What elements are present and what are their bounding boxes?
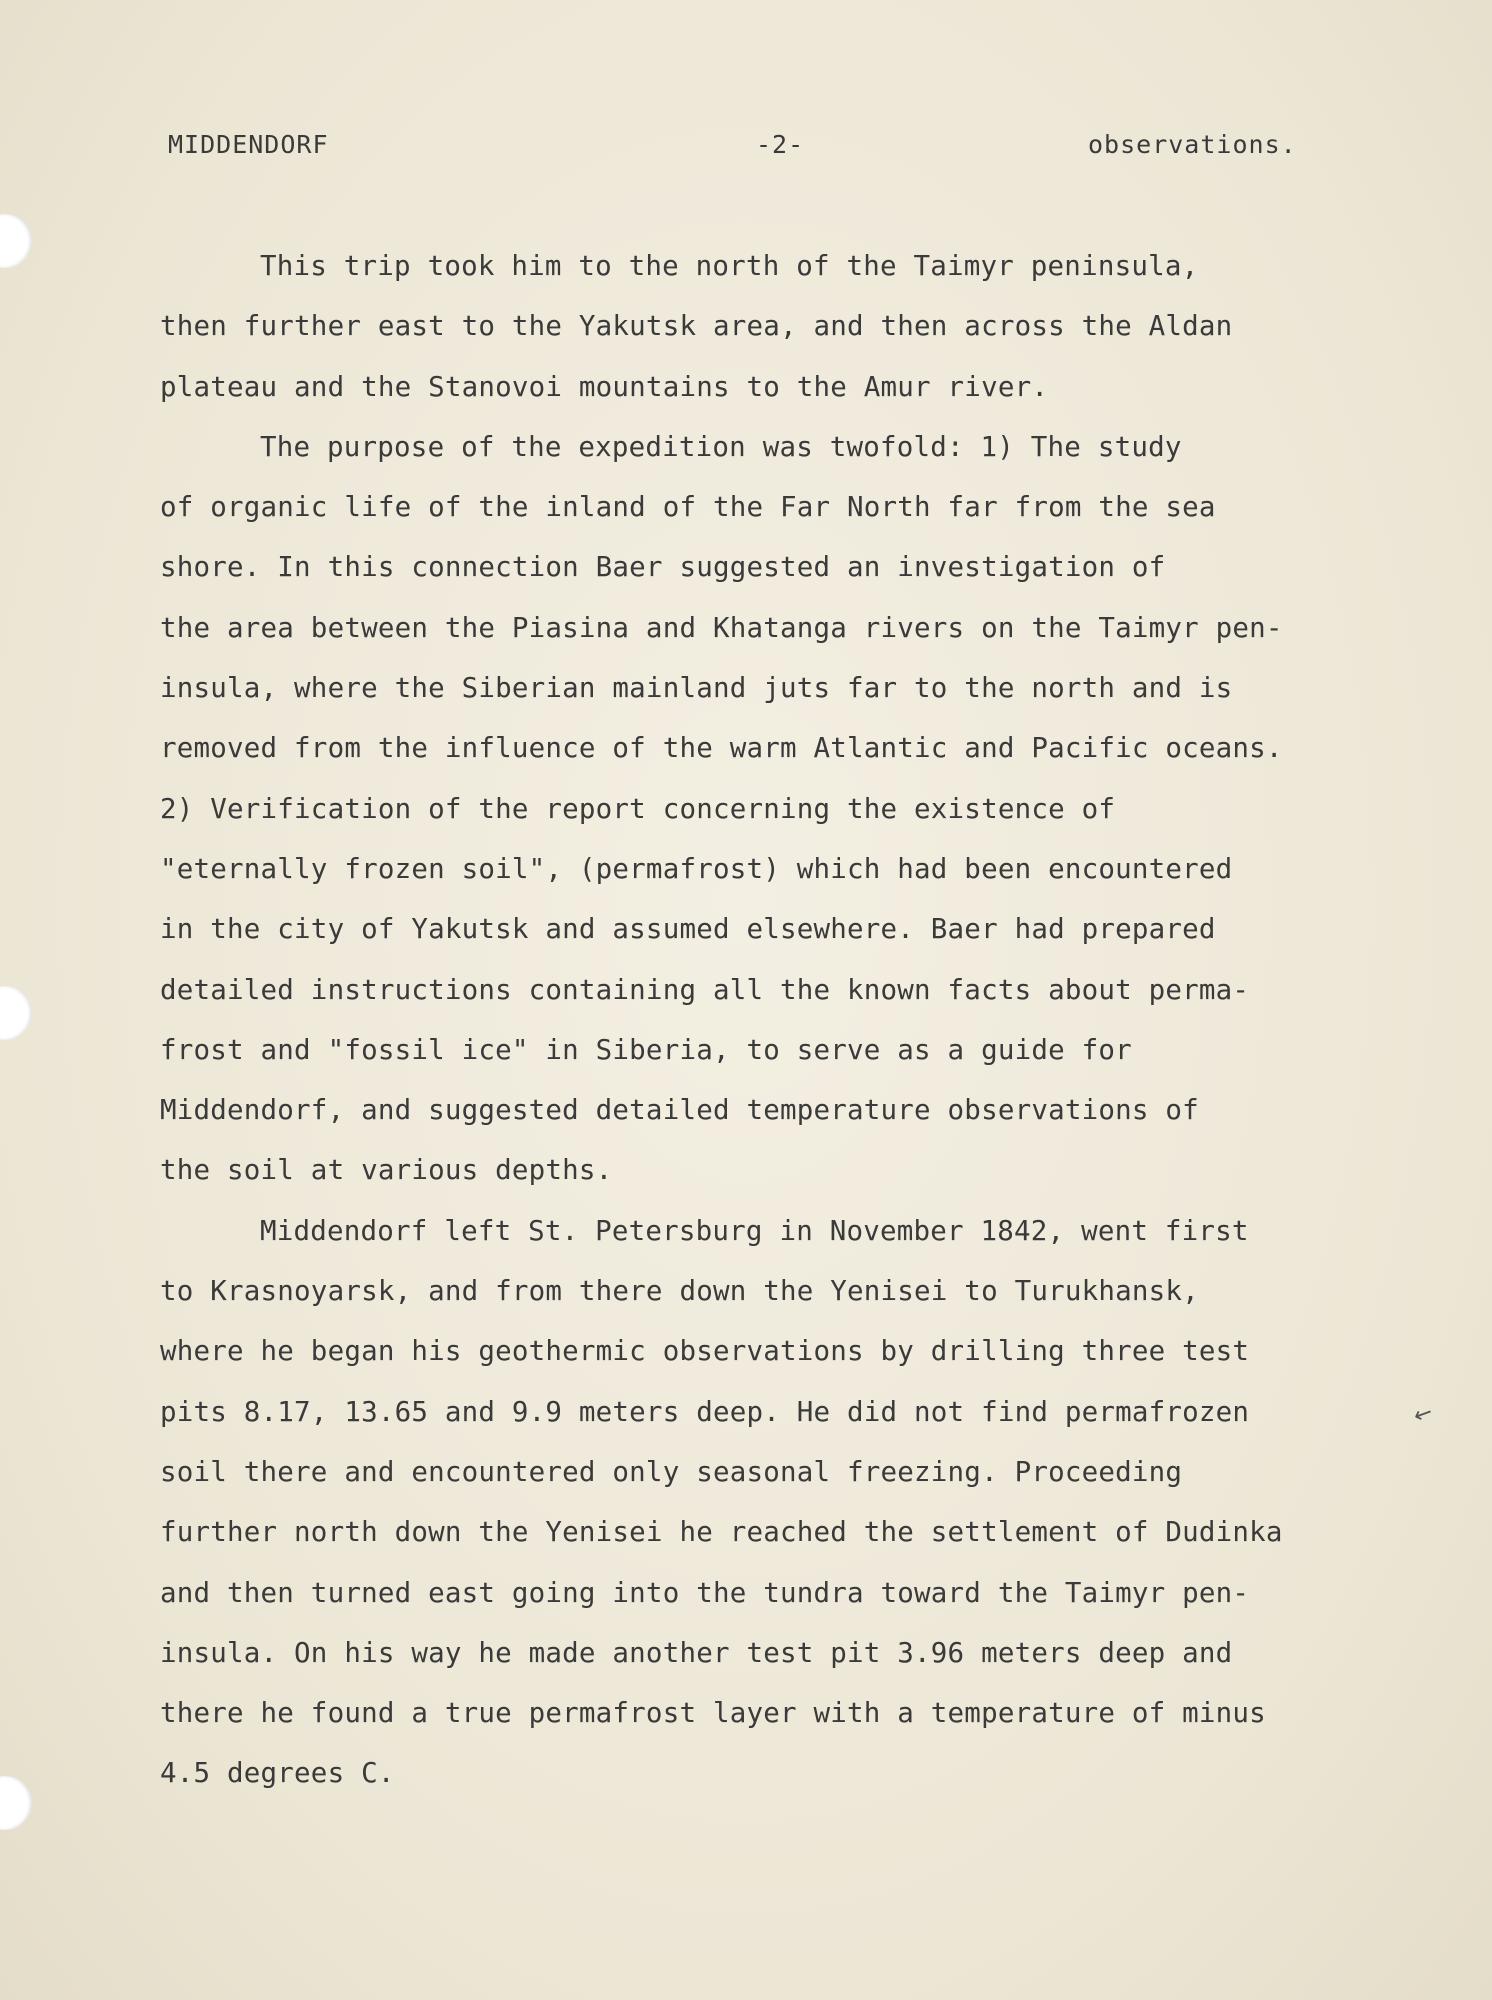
text-line: detailed instructions containing all the known facts about perma- xyxy=(160,973,1250,1006)
text-line: insula, where the Siberian mainland juts far to the north and is xyxy=(160,672,1233,705)
text-line: shore. In this connection Baer suggested an investigation of xyxy=(160,551,1166,584)
header-author: MIDDENDORF xyxy=(168,130,329,159)
text-line: plateau and the Stanovoi mountains to the Amur river. xyxy=(160,370,1049,403)
text-line: where he began his geothermic observations by drilling three test xyxy=(160,1335,1250,1368)
text-line: of organic life of the inland of the Far North far from the sea xyxy=(160,491,1216,524)
text-line: then further east to the Yakutsk area, and then across the Aldan xyxy=(160,310,1233,343)
page-number: -2- xyxy=(756,130,805,159)
text-line: soil there and encountered only seasonal freezing. Proceeding xyxy=(160,1455,1183,1488)
text-line: to Krasnoyarsk, and from there down the Yenisei to Turukhansk, xyxy=(160,1275,1199,1308)
text-line: in the city of Yakutsk and assumed elsewhere. Baer had prepared xyxy=(160,913,1216,946)
text-line: frost and "fossil ice" in Siberia, to serve as a guide for xyxy=(160,1033,1132,1066)
text-line: there he found a true permafrost layer with a temperature of minus xyxy=(160,1697,1266,1730)
text-line: "eternally frozen soil", (permafrost) which had been encountered xyxy=(160,852,1233,885)
text-line: the area between the Piasina and Khatanga rivers on the Taimyr pen- xyxy=(160,611,1283,644)
text-line: the soil at various depths. xyxy=(160,1154,613,1187)
page-header xyxy=(0,130,1492,170)
punch-hole xyxy=(0,1776,32,1830)
punch-hole xyxy=(0,986,32,1040)
text-line: 2) Verification of the report concerning the existence of xyxy=(160,792,1116,825)
text-line: The purpose of the expedition was twofold: 1) The study xyxy=(260,430,1182,463)
text-line: This trip took him to the north of the Taimyr peninsula, xyxy=(260,250,1199,282)
text-line: insula. On his way he made another test pit 3.96 meters deep and xyxy=(160,1636,1233,1669)
text-line: and then turned east going into the tundra toward the Taimyr pen- xyxy=(160,1576,1250,1609)
punch-hole xyxy=(0,214,32,268)
header-section: observations. xyxy=(1088,130,1297,159)
text-line: Middendorf left St. Petersburg in November 1842, went first xyxy=(260,1214,1249,1247)
text-line: 4.5 degrees C. xyxy=(160,1757,395,1790)
text-line: removed from the influence of the warm Atlantic and Pacific oceans. xyxy=(160,732,1283,765)
text-line: further north down the Yenisei he reached the settlement of Dudinka xyxy=(160,1516,1283,1549)
pencil-mark-icon: ← xyxy=(1410,1399,1437,1430)
text-line: pits 8.17, 13.65 and 9.9 meters deep. He did not find permafrozen xyxy=(160,1395,1250,1428)
document-body xyxy=(160,246,1400,1814)
text-line: Middendorf, and suggested detailed temperature observations of xyxy=(160,1094,1199,1127)
